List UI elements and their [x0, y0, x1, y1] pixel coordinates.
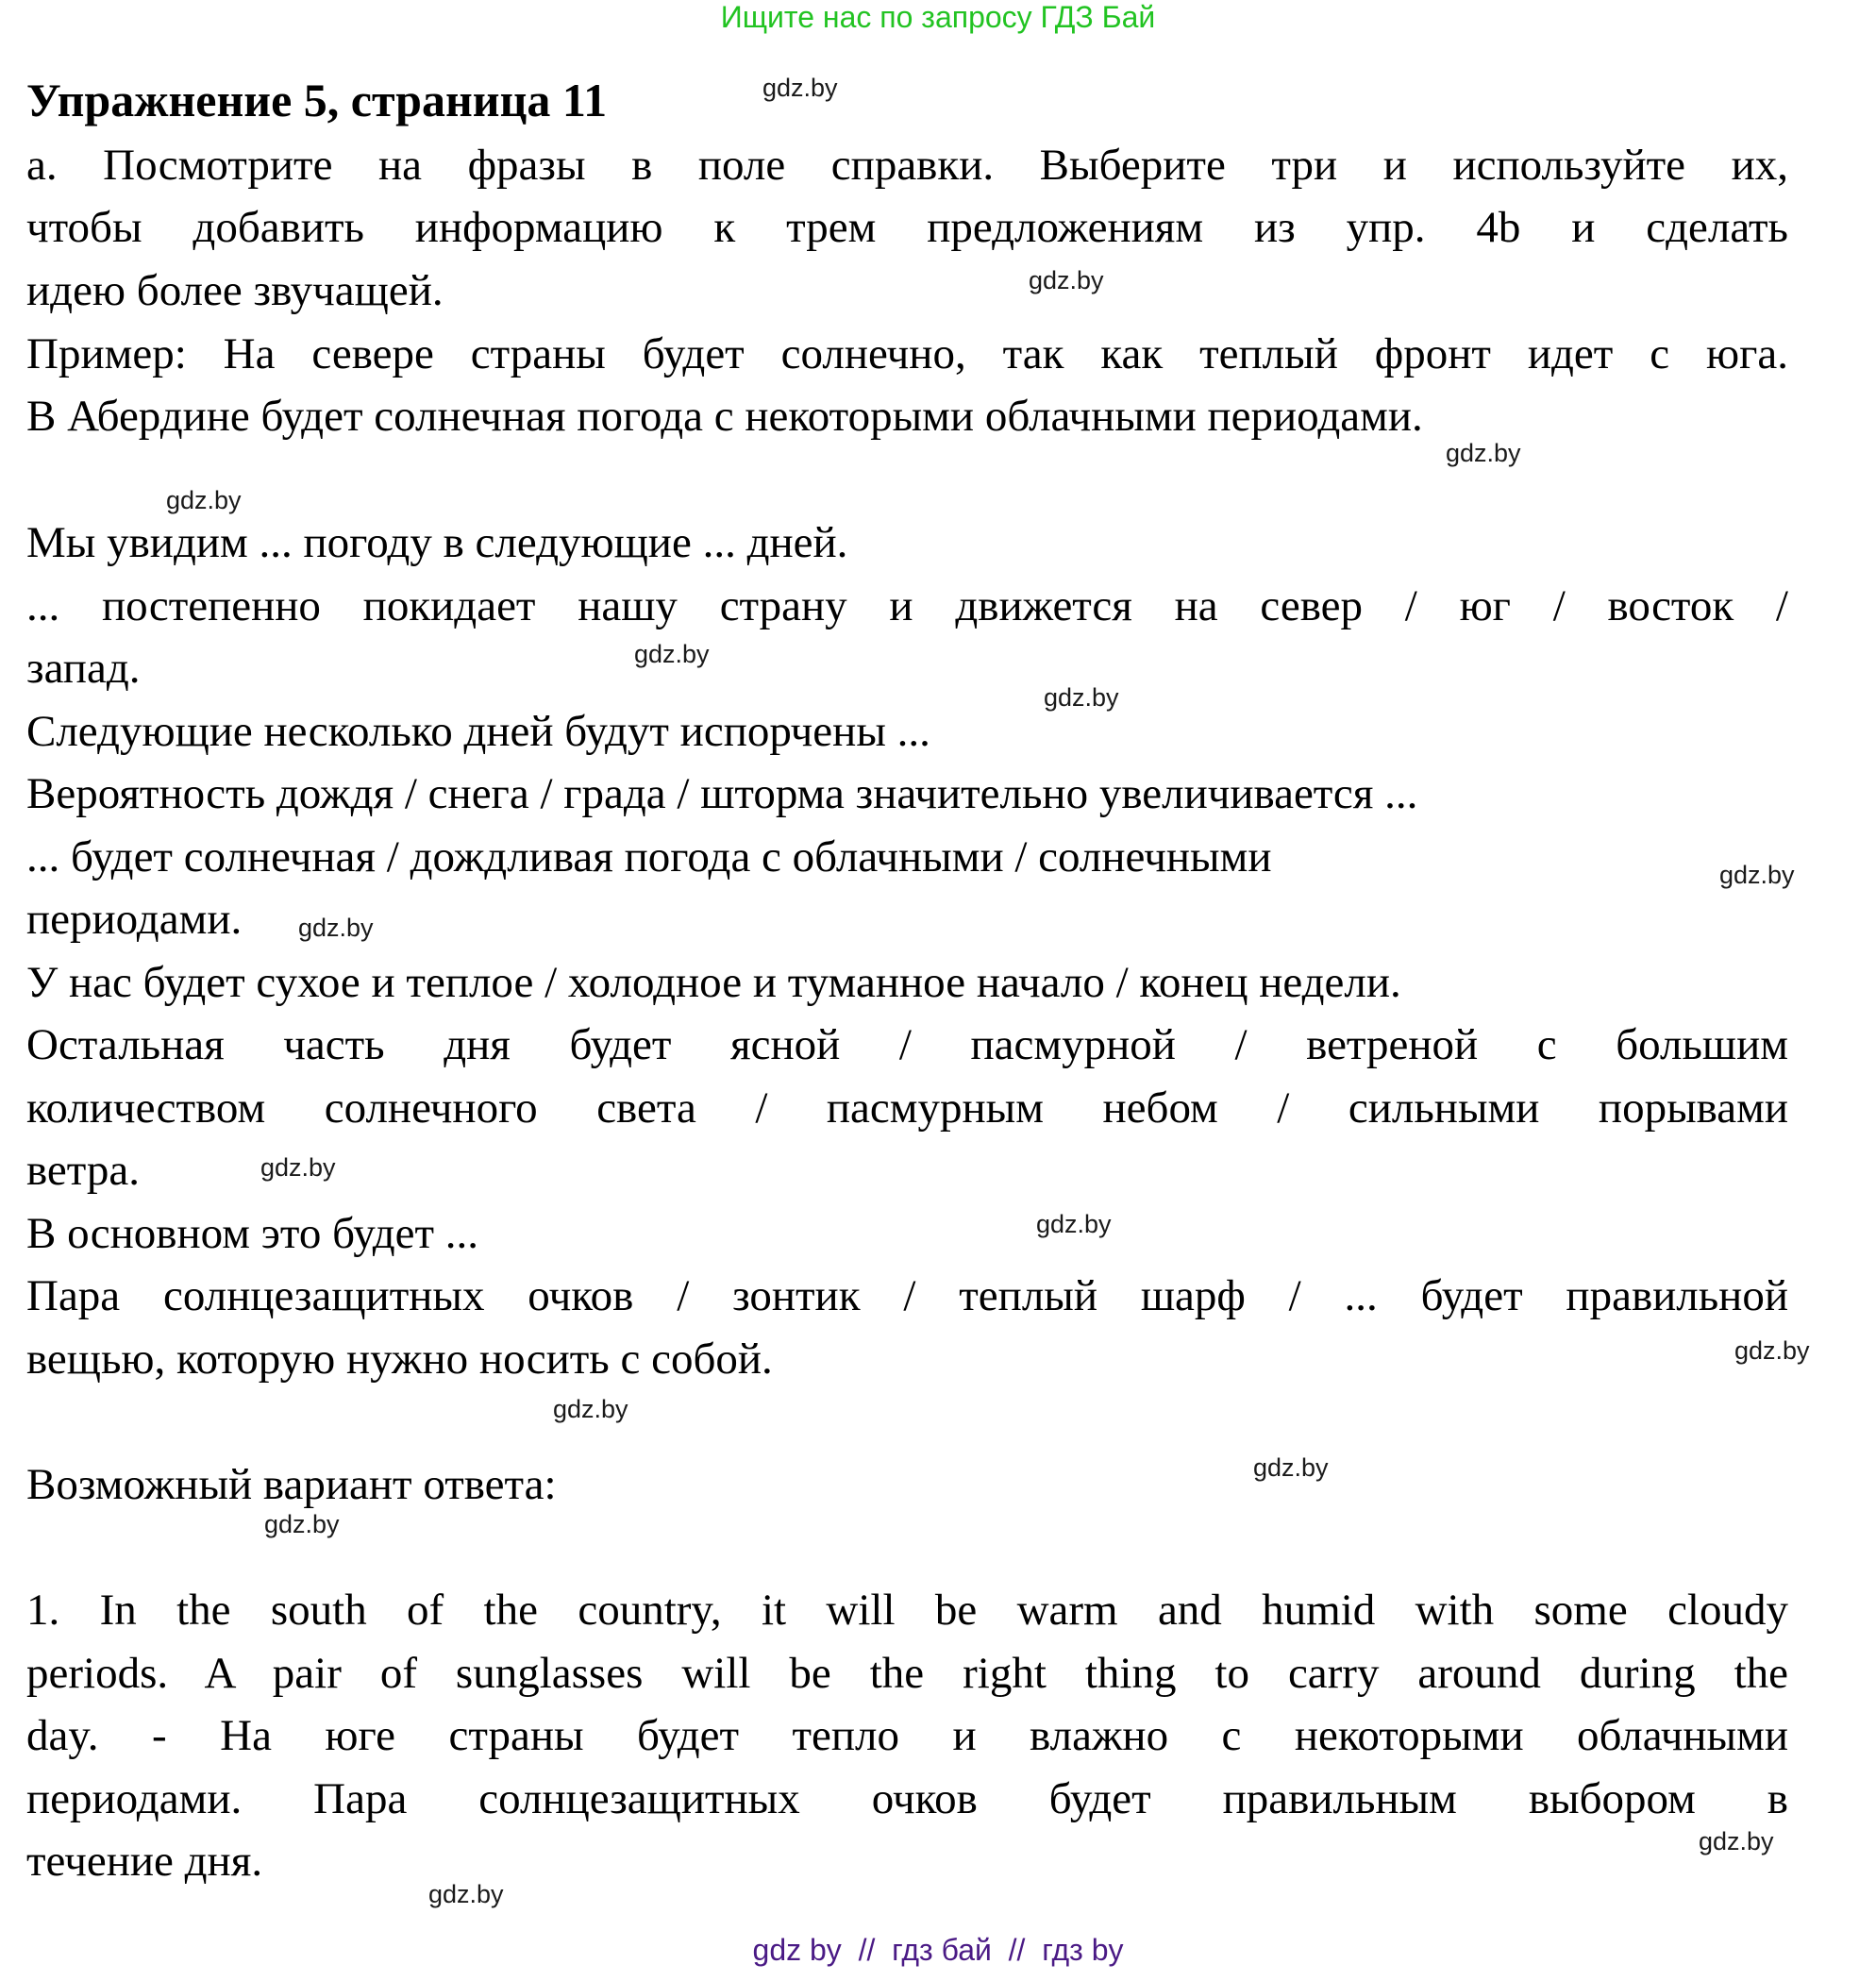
phrase-line: У нас будет сухое и теплое / холодное и туманное начало / конец недели. [26, 958, 1401, 1007]
watermark: gdz.by [634, 640, 710, 668]
watermark: gdz.by [1029, 266, 1104, 294]
watermark: gdz.by [553, 1395, 628, 1423]
answer-line: day. - На юге страны будет тепло и влажно с некоторыми облачными [26, 1711, 1788, 1760]
task-line: идею более звучащей. [26, 266, 444, 315]
example-line: Пример: На севере страны будет солнечно, так как теплый фронт идет с юга. [26, 329, 1788, 378]
phrase-line: Пара солнцезащитных очков / зонтик / теплый шарф / ... будет правильной [26, 1271, 1788, 1320]
watermark: gdz.by [762, 74, 838, 102]
phrase-line: Вероятность дождя / снега / града / шторма значительно увеличивается ... [26, 769, 1418, 818]
watermark: gdz.by [1446, 439, 1521, 467]
watermark: gdz.by [1044, 683, 1119, 712]
watermark: gdz.by [264, 1510, 340, 1538]
watermark: gdz.by [428, 1880, 504, 1908]
site-footer: gdz by // гдз бай // гдз by [752, 1933, 1124, 1967]
answer-line: течение дня. [26, 1837, 263, 1886]
watermark: gdz.by [1253, 1453, 1329, 1482]
phrase-line: запад. [26, 644, 141, 693]
phrase-line: вещью, которую нужно носить с собой. [26, 1335, 773, 1384]
watermark: gdz.by [1036, 1210, 1112, 1238]
watermark: gdz.by [260, 1153, 336, 1182]
watermark: gdz.by [1699, 1827, 1774, 1855]
answer-heading: Возможный вариант ответа: [26, 1460, 557, 1509]
watermark: gdz.by [1734, 1336, 1810, 1365]
phrase-line: Следующие несколько дней будут испорчены ... [26, 707, 930, 756]
task-line: чтобы добавить информацию к трем предложениям из упр. 4b и сделать [26, 203, 1788, 252]
answer-line: 1. In the south of the country, it will be warm and humid with some cloudy [26, 1586, 1788, 1635]
phrase-line: Мы увидим ... погоду в следующие ... дней. [26, 518, 848, 567]
phrase-line: ... постепенно покидает нашу страну и движется на север / юг / восток / [26, 581, 1788, 630]
watermark: gdz.by [1719, 861, 1795, 889]
phrase-line: В основном это будет ... [26, 1209, 479, 1258]
phrase-line: Остальная часть дня будет ясной / пасмурной / ветреной с большим [26, 1020, 1788, 1069]
answer-line: periods. A pair of sunglasses will be the right thing to carry around during the [26, 1649, 1788, 1698]
search-banner: Ищите нас по запросу ГДЗ Бай [720, 0, 1156, 34]
watermark: gdz.by [298, 914, 374, 942]
phrase-line: ветра. [26, 1146, 141, 1195]
exercise-title: Упражнение 5, страница 11 [26, 74, 608, 126]
answer-line: периодами. Пара солнцезащитных очков будет правильным выбором в [26, 1774, 1788, 1823]
phrase-line: количеством солнечного света / пасмурным небом / сильными порывами [26, 1083, 1788, 1133]
phrase-line: ... будет солнечная / дождливая погода с облачными / солнечными [26, 832, 1272, 881]
task-line: а. Посмотрите на фразы в поле справки. Выберите три и используйте их, [26, 141, 1788, 190]
example-line: В Абердине будет солнечная погода с некоторыми облачными периодами. [26, 392, 1423, 441]
watermark: gdz.by [166, 486, 242, 514]
phrase-line: периодами. [26, 895, 243, 944]
